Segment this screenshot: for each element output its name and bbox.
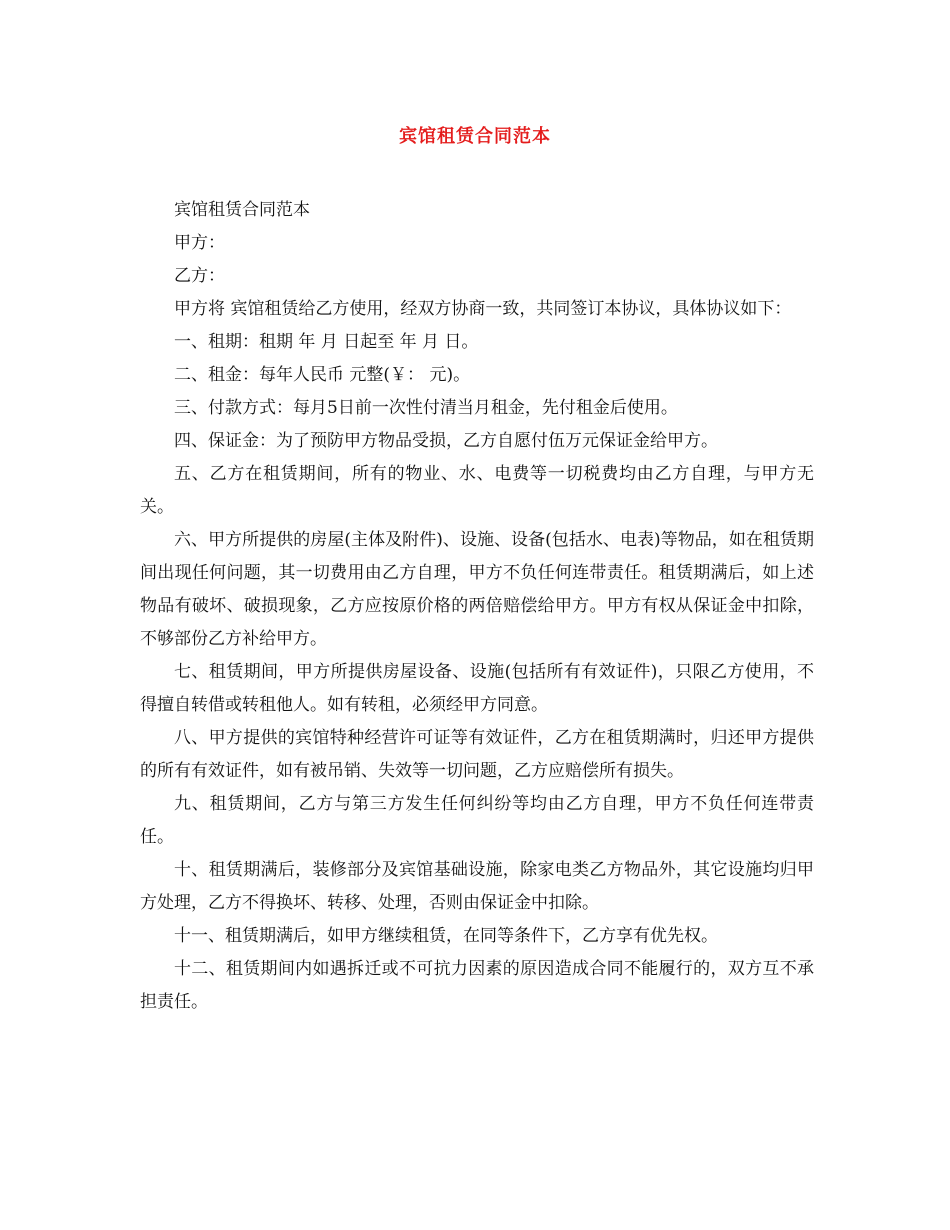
clause-6: 六、甲方所提供的房屋(主体及附件)、设施、设备(包括水、电表)等物品，如在租赁期间出现任何问题，其一切费用由乙方自理，甲方不负任何连带责任。租赁期满后，如上述物品有破坏、破损现象，乙方应按原价格的两倍赔偿给甲方。甲方有权从保证金中扣除，不够部份乙方补给甲方。 xyxy=(140,530,814,649)
clause-2: 二、租金：每年人民币 元整(￥： 元)。 xyxy=(174,365,471,385)
clause-7: 七、租赁期间，甲方所提供房屋设备、设施(包括所有有效证件)，只限乙方使用，不得擅自转借或转租他人。如有转租，必须经甲方同意。 xyxy=(140,662,814,715)
clause-8: 八、甲方提供的宾馆特种经营许可证等有效证件，乙方在租赁期满时，归还甲方提供的所有有效证件，如有被吊销、失效等一切问题，乙方应赔偿所有损失。 xyxy=(140,728,814,781)
clause-3: 三、付款方式：每月5日前一次性付清当月租金，先付租金后使用。 xyxy=(174,398,678,418)
clause-9: 九、租赁期间，乙方与第三方发生任何纠纷等均由乙方自理，甲方不负任何连带责任。 xyxy=(140,794,814,847)
document-title: 宾馆租赁合同范本 xyxy=(399,126,551,147)
paragraph-heading: 宾馆租赁合同范本 xyxy=(174,200,310,220)
clause-11: 十一、租赁期满后，如甲方继续租赁，在同等条件下，乙方享有优先权。 xyxy=(174,926,718,946)
clause-5: 五、乙方在租赁期间，所有的物业、水、电费等一切税费均由乙方自理，与甲方无关。 xyxy=(140,464,814,517)
paragraph-party-b: 乙方： xyxy=(174,266,225,286)
clause-10: 十、租赁期满后，装修部分及宾馆基础设施，除家电类乙方物品外，其它设施均归甲方处理，乙方不得换坏、转移、处理，否则由保证金中扣除。 xyxy=(140,860,814,913)
clause-12: 十二、租赁期间内如遇拆迁或不可抗力因素的原因造成合同不能履行的，双方互不承担责任。 xyxy=(140,959,814,1012)
clause-1: 一、租期：租期 年 月 日起至 年 月 日。 xyxy=(174,332,479,352)
document-body xyxy=(140,194,814,1019)
clause-4: 四、保证金：为了预防甲方物品受损，乙方自愿付伍万元保证金给甲方。 xyxy=(174,431,718,451)
paragraph-party-a: 甲方： xyxy=(174,233,225,253)
paragraph-intro: 甲方将 宾馆租赁给乙方使用，经双方协商一致，共同签订本协议，具体协议如下： xyxy=(174,299,792,319)
